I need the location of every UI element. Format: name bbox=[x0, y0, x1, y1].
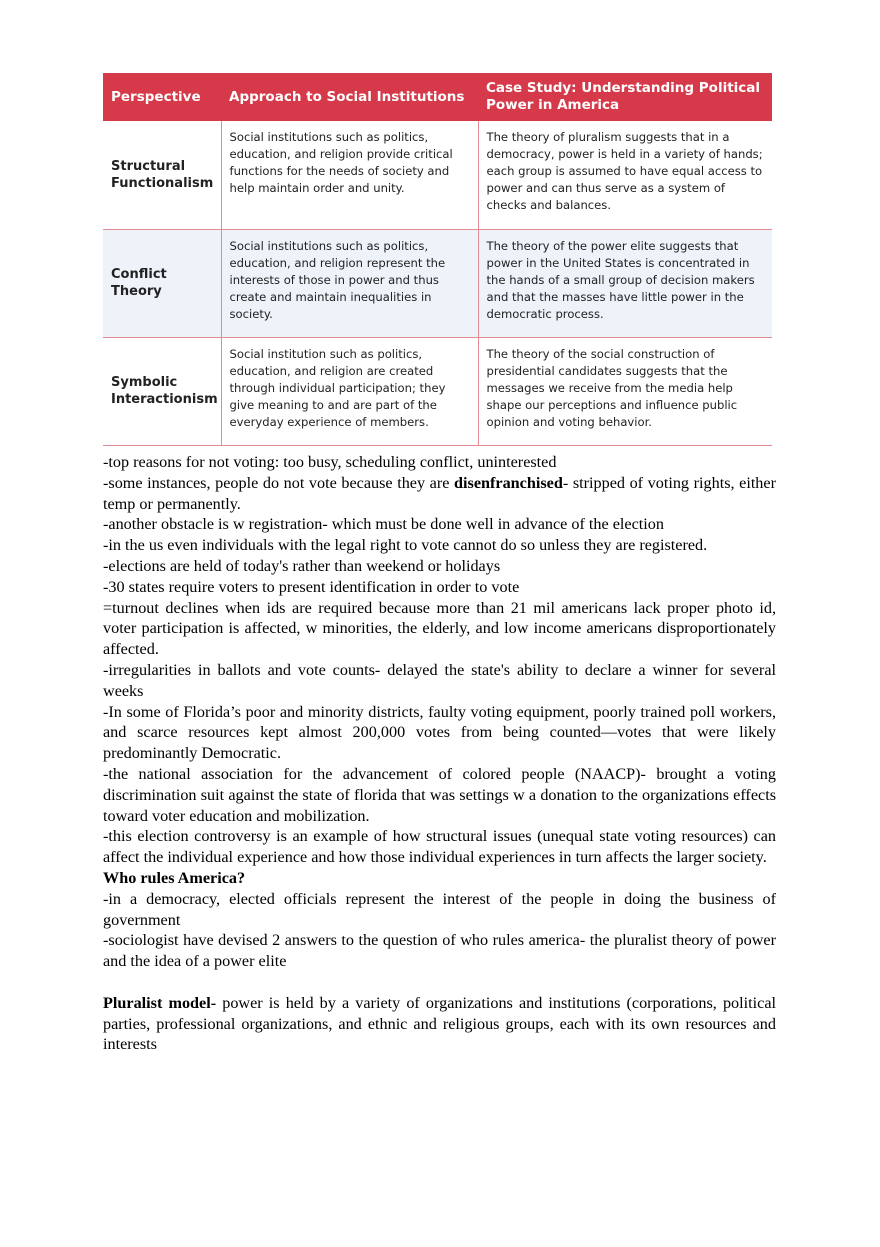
note-line: -elections are held of today's rather than weekend or holidays bbox=[103, 556, 501, 575]
approach-cell: Social institutions such as politics, education, and religion represent the interests of those in power and thus create and maintain inequalities in society. bbox=[221, 229, 478, 337]
table-row bbox=[103, 229, 772, 337]
note-line: -top reasons for not voting: too busy, scheduling conflict, uninterested bbox=[103, 453, 557, 471]
note-text: - stripped of voting rights, either temp or permanently. bbox=[103, 473, 776, 513]
note-line: -this election controversy is an example of how structural issues (unequal state voting resources) can affect the individual experience and how those individual experiences in turn affects the larger society. bbox=[103, 827, 776, 867]
note-line: =turnout declines when ids are required because more than 21 mil americans lack proper photo id, voter participation is affected, w minorities, the elderly, and low income americans disproportionately affected. bbox=[103, 598, 776, 659]
table-row bbox=[103, 337, 772, 445]
note-line: -another obstacle is w registration- which must be done well in advance of the election bbox=[103, 515, 664, 534]
perspectives-table bbox=[103, 73, 772, 446]
note-line: -30 states require voters to present identification in order to vote bbox=[103, 577, 520, 596]
header-approach: Approach to Social Institutions bbox=[221, 73, 478, 121]
table-header-row bbox=[103, 73, 772, 121]
section-heading: Who rules America? bbox=[103, 868, 246, 887]
pluralist-model-paragraph bbox=[103, 993, 776, 1055]
note-line: -In some of Florida’s poor and minority districts, faulty voting equipment, poorly trained poll workers, and scarce resources kept almost 200,000 votes from being counted—votes that were likely predominantly Democratic. bbox=[103, 702, 776, 763]
perspective-cell: Structural Functionalism bbox=[103, 121, 221, 229]
note-line: -irregularities in ballots and vote counts- delayed the state's ability to declare a winner for several weeks bbox=[103, 660, 776, 700]
note-line bbox=[103, 473, 776, 515]
pluralist-model-term: Pluralist model- bbox=[103, 993, 217, 1012]
note-text: -some instances, people do not vote because they are bbox=[103, 473, 455, 492]
table-row bbox=[103, 121, 772, 229]
approach-cell: Social institution such as politics, education, and religion are created through individual participation; they give meaning to and are part of the everyday experience of members. bbox=[221, 337, 478, 445]
note-line: -the national association for the advancement of colored people (NAACP)- brought a voting discrimination suit against the state of florida that was settings w a donation to the organizations effects toward voter education and mobilization. bbox=[103, 764, 776, 825]
case-study-cell: The theory of pluralism suggests that in a democracy, power is held in a variety of hands; each group is assumed to have equal access to power and can thus serve as a system of checks and balances. bbox=[478, 121, 772, 229]
header-case-study: Case Study: Understanding Political Power in America bbox=[478, 73, 772, 121]
case-study-cell: The theory of the social construction of presidential candidates suggests that the messages we receive from the media help shape our perceptions and influence public opinion and voting behavior. bbox=[478, 337, 772, 445]
header-perspective: Perspective bbox=[103, 73, 221, 121]
note-line: -in the us even individuals with the legal right to vote cannot do so unless they are registered. bbox=[103, 536, 708, 555]
note-line: -sociologist have devised 2 answers to the question of who rules america- the pluralist theory of power and the idea of a power elite bbox=[103, 931, 776, 971]
perspective-cell: Conflict Theory bbox=[103, 229, 221, 337]
note-text: power is held by a variety of organizations and institutions (corporations, political parties, professional organizations, and ethnic and religious groups, each with its own resources and interests bbox=[103, 993, 776, 1054]
approach-cell: Social institutions such as politics, education, and religion provide critical functions for the needs of society and help maintain order and unity. bbox=[221, 121, 478, 229]
case-study-cell: The theory of the power elite suggests that power in the United States is concentrated in the hands of a small group of decision makers and that the masses have little power in the democratic process. bbox=[478, 229, 772, 337]
perspectives-table-container bbox=[103, 73, 772, 446]
notes-body bbox=[103, 452, 776, 1055]
perspective-cell: Symbolic Interactionism bbox=[103, 337, 221, 445]
note-line: -in a democracy, elected officials represent the interest of the people in doing the business of government bbox=[103, 889, 776, 929]
disenfranchised-term: disenfranchised bbox=[454, 473, 563, 492]
